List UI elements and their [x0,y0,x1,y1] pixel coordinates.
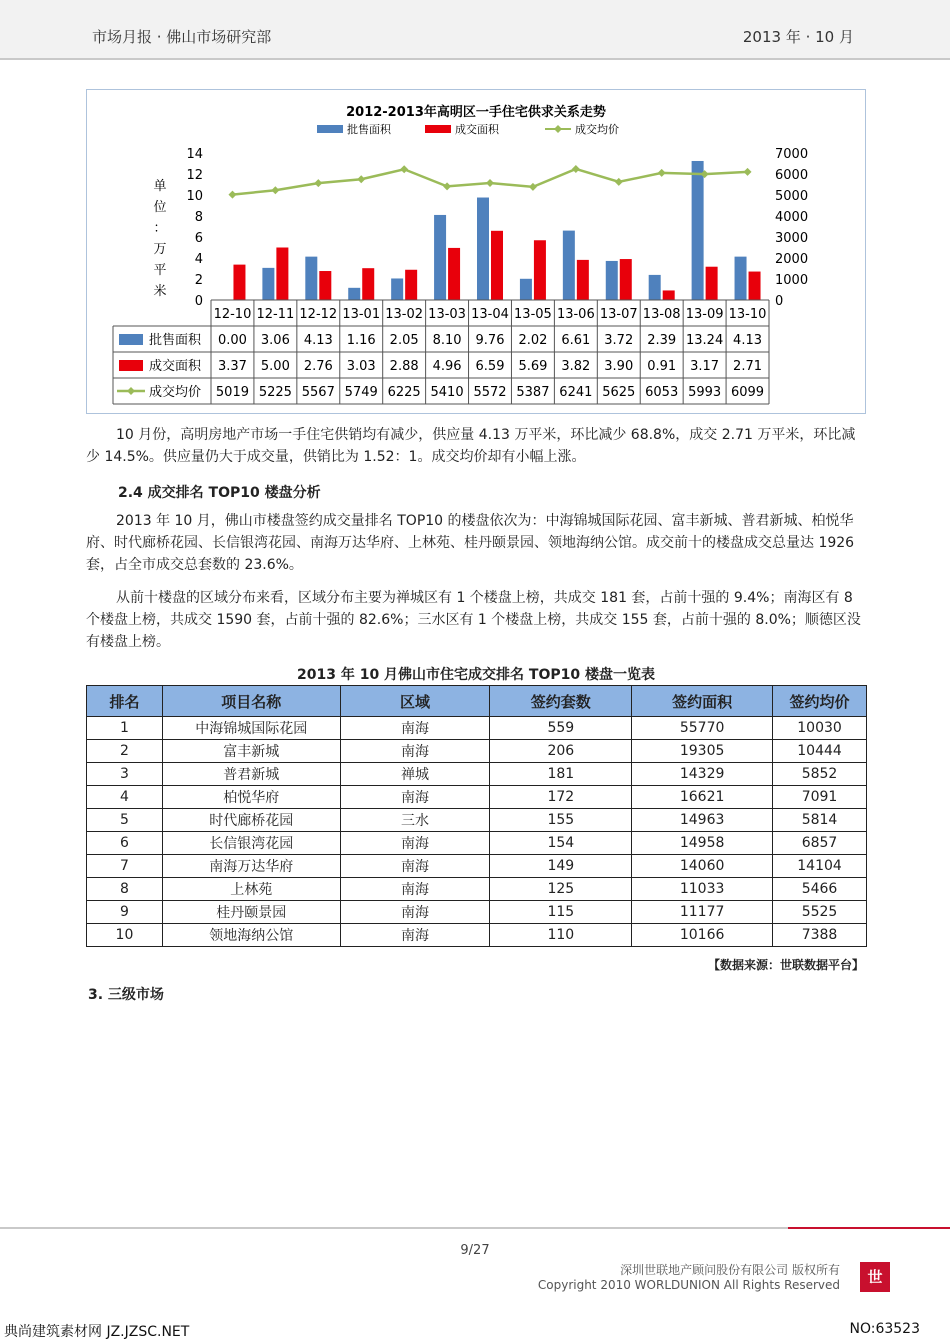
table-row [87,832,867,855]
legend-swatch [317,125,343,133]
point-avg-price [615,178,623,186]
cell-region: 南海 [340,740,490,763]
bar-deal [663,290,675,300]
data-label: 3.03 [346,359,376,374]
cell-units: 154 [490,832,632,855]
y-tick-right: 1000 [775,273,809,288]
cell-rank: 7 [87,855,163,878]
table-row [87,786,867,809]
chart-container [86,89,866,414]
x-tick-label: 12-12 [299,307,338,322]
bar-supply [262,268,274,300]
legend-label: 成交均价 [575,123,619,136]
col-header-rank: 排名 [87,686,163,717]
cell-region: 南海 [340,924,490,947]
data-label: 6099 [730,385,765,400]
col-header-region: 区域 [340,686,490,717]
cell-units: 559 [490,717,632,740]
bar-deal [319,271,331,300]
data-label: 5225 [258,385,292,400]
cell-rank: 9 [87,901,163,924]
cell-region: 南海 [340,855,490,878]
cell-area: 14963 [632,809,773,832]
legend-marker [554,125,562,133]
table-row [87,901,867,924]
cell-units: 172 [490,786,632,809]
cell-price: 6857 [773,832,867,855]
cell-area: 55770 [632,717,773,740]
bar-deal [620,259,632,300]
cell-project: 普君新城 [162,763,340,786]
table-row-label: 成交面积 [149,359,202,374]
cell-price: 5466 [773,878,867,901]
header-date: 2013 年 · 10 月 [742,28,854,46]
data-label: 5019 [215,385,250,400]
data-label: 3.82 [561,359,591,374]
x-tick-label: 13-02 [385,307,424,322]
table-row-label: 批售面积 [149,333,202,348]
data-label: 5993 [688,385,722,400]
y-tick-right: 2000 [775,252,809,267]
cell-units: 125 [490,878,632,901]
y-tick-left: 4 [194,252,203,267]
point-avg-price [228,191,236,199]
cell-project: 柏悦华府 [162,786,340,809]
cell-area: 14958 [632,832,773,855]
data-label: 5567 [301,385,335,400]
x-tick-label: 13-09 [685,307,724,322]
point-avg-price [572,165,580,173]
cell-price: 5814 [773,809,867,832]
legend-label: 批售面积 [347,123,391,136]
table-row [87,740,867,763]
data-label: 0.00 [217,333,247,348]
point-avg-price [529,183,537,191]
data-label: 4.13 [733,333,763,348]
data-label: 4.13 [303,333,333,348]
y-tick-left: 0 [194,294,203,309]
cell-rank: 6 [87,832,163,855]
data-label: 6241 [559,385,593,400]
y-tick-right: 5000 [775,189,809,204]
data-label: 6225 [387,385,421,400]
x-tick-label: 13-10 [728,307,767,322]
data-label: 4.96 [432,359,462,374]
data-label: 6053 [645,385,679,400]
company-name: 深圳世联地产顾问股份有限公司 版权所有 [620,1263,840,1277]
cell-region: 南海 [340,786,490,809]
cell-project: 领地海纳公馆 [162,924,340,947]
cell-units: 155 [490,809,632,832]
bar-deal [405,270,417,300]
data-label: 8.10 [432,333,462,348]
y-axis-label-char: 万 [153,242,167,257]
table-title: 2013 年 10 月佛山市住宅成交排名 TOP10 楼盘一览表 [296,667,655,683]
data-label: 2.88 [389,359,419,374]
header-title: 市场月报 · 佛山市场研究部 [92,28,272,46]
cell-rank: 4 [87,786,163,809]
cell-rank: 3 [87,763,163,786]
cell-area: 10166 [632,924,773,947]
cell-price: 5852 [773,763,867,786]
header-divider [0,58,950,60]
cell-region: 禅城 [340,763,490,786]
cell-project: 桂丹颐景园 [162,901,340,924]
x-tick-label: 13-07 [599,307,638,322]
cell-project: 长信银湾花园 [162,832,340,855]
copyright-text: Copyright 2010 WORLDUNION All Rights Reserved [537,1278,840,1292]
cell-area: 19305 [632,740,773,763]
point-avg-price [271,186,279,194]
paragraph-region-distribution: 从前十楼盘的区域分布来看，区域分布主要为禅城区有 1 个楼盘上榜，共成交 181 套，占前十强的 9.4%；南海区有 8 个楼盘上榜，共成交 1590 套，占前十强的 82.6%；三水区有 1 个楼盘上榜，共成交 155 套，占前十强的 8.0%；顺德区没有楼盘上榜。 [86,590,861,650]
data-label: 5387 [516,385,550,400]
cell-rank: 8 [87,878,163,901]
y-tick-left: 12 [186,168,203,183]
col-header-units: 签约套数 [490,686,632,717]
cell-price: 7388 [773,924,867,947]
cell-area: 11177 [632,901,773,924]
bar-deal [706,267,718,300]
data-label: 3.37 [217,359,247,374]
cell-price: 10444 [773,740,867,763]
cell-region: 南海 [340,717,490,740]
data-label: 2.02 [518,333,548,348]
y-tick-right: 6000 [775,168,809,183]
bar-supply [477,198,489,300]
bar-supply [735,257,747,300]
cell-price: 14104 [773,855,867,878]
cell-rank: 1 [87,717,163,740]
point-avg-price [658,169,666,177]
cell-project: 中海锦城国际花园 [162,717,340,740]
data-label: 13.24 [686,333,724,348]
x-tick-label: 13-06 [556,307,595,322]
table-row [87,924,867,947]
point-avg-price [744,168,752,176]
footer-accent-line [788,1227,950,1229]
x-tick-label: 13-05 [514,307,552,322]
cell-project: 南海万达华府 [162,855,340,878]
y-axis-label-char: 平 [153,263,167,278]
site-watermark-text: 典尚建筑素材网 JZ.JZSC.NET [4,1324,190,1340]
cell-project: 时代廊桥花园 [162,809,340,832]
top10-table [86,685,867,947]
cell-region: 南海 [340,901,490,924]
chart-title: 2012-2013年高明区一手住宅供求关系走势 [346,105,606,120]
data-label: 3.06 [260,333,290,348]
y-axis-label-char: ： [153,221,167,236]
bar-deal [749,272,761,300]
y-tick-right: 0 [775,294,784,309]
cell-project: 上林苑 [162,878,340,901]
page-number: 9/27 [460,1243,490,1258]
section-heading-3: 3. 三级市场 [88,987,164,1003]
data-label: 5.69 [518,359,548,374]
data-label: 9.76 [475,333,505,348]
bar-deal [534,240,546,300]
cell-area: 14329 [632,763,773,786]
bar-supply [563,231,575,300]
table-legend-swatch [119,334,143,345]
data-label: 5625 [602,385,636,400]
table-row [87,717,867,740]
cell-area: 11033 [632,878,773,901]
cell-units: 181 [490,763,632,786]
y-tick-right: 4000 [775,210,809,225]
y-tick-left: 2 [194,273,203,288]
cell-project: 富丰新城 [162,740,340,763]
x-tick-label: 12-10 [213,307,252,322]
cell-price: 5525 [773,901,867,924]
bar-deal [577,260,589,300]
data-label: 1.16 [346,333,376,348]
paragraph-market-summary: 10 月份，高明房地产市场一手住宅供销均有减少，供应量 4.13 万平米，环比减少 68.8%，成交 2.71 万平米，环比减少 14.5%。供应量仍大于成交量，供销比为 1.52：1。成交均价却有小幅上涨。 [86,427,856,465]
data-source: 【数据来源：世联数据平台】 [707,958,864,972]
bar-deal [233,265,245,300]
y-tick-right: 3000 [775,231,809,246]
bar-supply [391,278,403,300]
table-row [87,855,867,878]
data-label: 2.76 [303,359,333,374]
cell-units: 149 [490,855,632,878]
col-header-area: 签约面积 [632,686,773,717]
bar-deal [276,248,288,301]
bar-supply [305,257,317,300]
table-row [87,809,867,832]
legend-label: 成交面积 [455,123,499,136]
point-avg-price [314,179,322,187]
data-label: 6.59 [475,359,505,374]
x-tick-label: 13-08 [642,307,681,322]
col-header-price: 签约均价 [773,686,867,717]
x-tick-label: 13-03 [428,307,466,322]
point-avg-price [357,175,365,183]
data-label: 3.17 [690,359,720,374]
cell-rank: 2 [87,740,163,763]
data-label: 5572 [473,385,507,400]
cell-price: 10030 [773,717,867,740]
x-tick-label: 13-04 [471,307,509,322]
point-avg-price [400,165,408,173]
cell-rank: 5 [87,809,163,832]
bar-supply [520,279,532,300]
data-label: 2.39 [647,333,677,348]
y-axis-label-char: 位 [153,200,167,215]
legend-swatch [425,125,451,133]
bar-supply [348,288,360,300]
cell-region: 南海 [340,878,490,901]
cell-price: 7091 [773,786,867,809]
y-axis-label-char: 米 [153,284,167,299]
y-tick-left: 6 [194,231,203,246]
x-tick-label: 12-11 [256,307,295,322]
cell-rank: 10 [87,924,163,947]
table-row [87,878,867,901]
bar-supply [692,161,704,300]
bar-supply [649,275,661,300]
point-avg-price [443,182,451,190]
paragraph-top10-list: 2013 年 10 月，佛山市楼盘签约成交量排名 TOP10 的楼盘依次为：中海锦城国际花园、富丰新城、普君新城、柏悦华府、时代廊桥花园、长信银湾花园、南海万达华府、上林苑、桂丹颐景园、领地海纳公馆。成交前十的楼盘成交总量达 1926 套，占全市成交总套数的 23.6%。 [86,513,855,573]
page-header [0,0,950,58]
table-body [87,717,867,947]
bar-supply [606,261,618,300]
y-tick-left: 10 [186,189,203,204]
data-label: 6.61 [561,333,591,348]
table-header-row [87,686,867,717]
table-legend-marker [127,387,135,395]
table-row-label: 成交均价 [149,385,202,400]
image-number: NO:63523 [849,1321,920,1337]
x-tick-label: 13-01 [342,307,381,322]
cell-units: 115 [490,901,632,924]
bar-deal [491,231,503,300]
section-heading-2-4: 2.4 成交排名 TOP10 楼盘分析 [118,485,321,501]
supply-demand-chart [87,90,865,413]
data-label: 0.91 [647,359,677,374]
data-label: 5.00 [260,359,290,374]
data-label: 3.72 [604,333,634,348]
cell-area: 14060 [632,855,773,878]
bar-deal [448,248,460,300]
cell-units: 206 [490,740,632,763]
data-label: 3.90 [604,359,634,374]
y-tick-left: 14 [186,147,203,162]
table-legend-swatch [119,360,143,371]
cell-units: 110 [490,924,632,947]
data-label: 5749 [344,385,378,400]
bar-supply [434,215,446,300]
cell-region: 三水 [340,809,490,832]
col-header-project: 项目名称 [162,686,340,717]
y-tick-right: 7000 [775,147,809,162]
point-avg-price [486,179,494,187]
table-row [87,763,867,786]
data-label: 2.05 [389,333,419,348]
data-label: 2.71 [733,359,763,374]
data-label: 5410 [430,385,464,400]
worldunion-logo-icon: 世 [860,1262,890,1292]
y-tick-left: 8 [194,210,203,225]
cell-region: 南海 [340,832,490,855]
cell-area: 16621 [632,786,773,809]
bar-deal [362,268,374,300]
y-axis-label-char: 单 [153,179,167,194]
